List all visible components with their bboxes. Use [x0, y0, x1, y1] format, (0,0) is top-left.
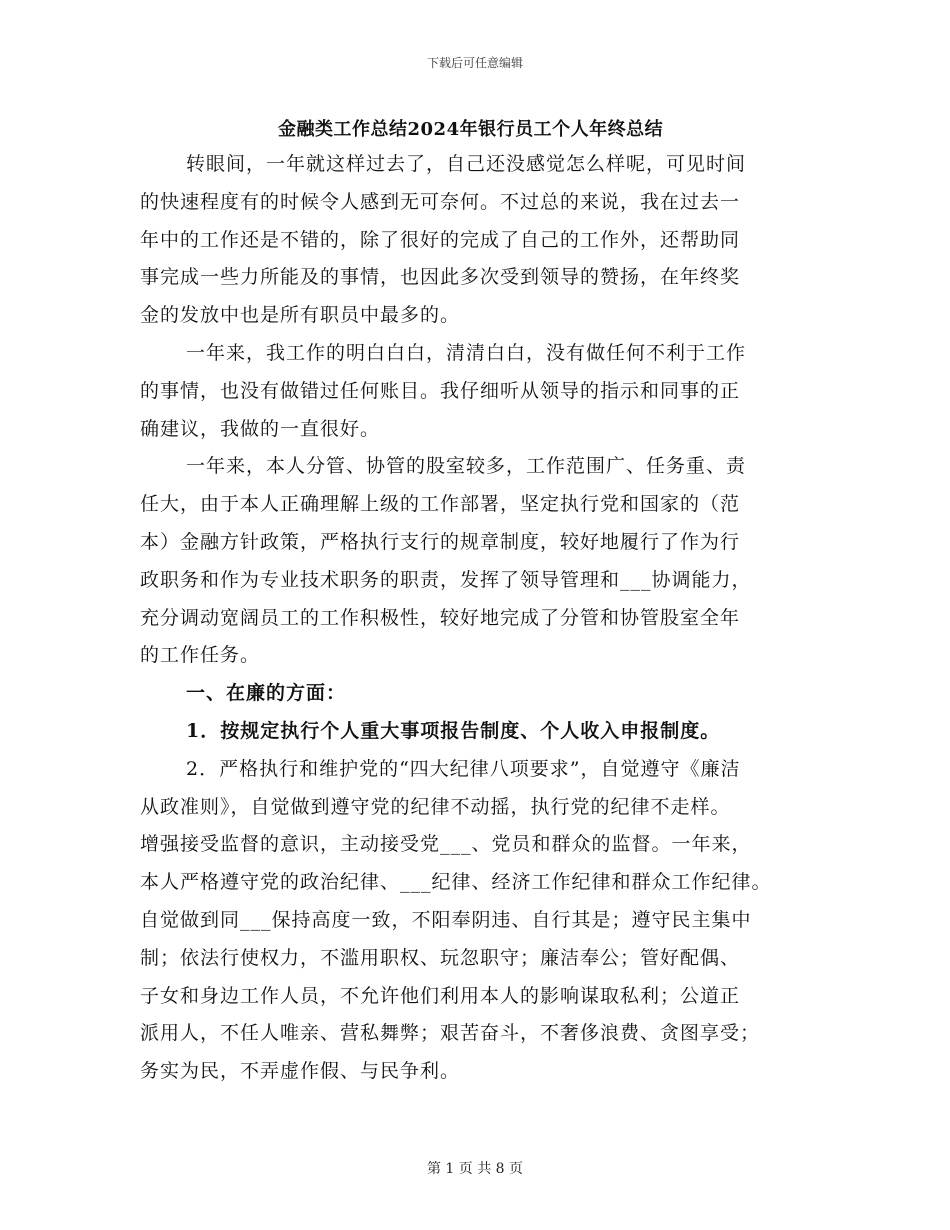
- section-heading: 一、在廉的方面：: [186, 682, 347, 705]
- document-body: [140, 146, 820, 1091]
- paragraph-line: 转眼间，一年就这样过去了，自己还没感觉怎么样呢，可见时间: [186, 153, 747, 175]
- paragraph-line: 一年来，我工作的明白白白，清清白白，没有做任何不利于工作: [186, 341, 747, 364]
- paragraph-line: 制；依法行使权力，不滥用职权、玩忽职守；廉洁奉公；管好配偶、: [140, 946, 741, 969]
- paragraph-line: 金的发放中也是所有职员中最多的。: [140, 304, 461, 327]
- paragraph-line: 事完成一些力所能及的事情，也因此多次受到领导的赞扬，在年终奖: [140, 266, 741, 289]
- document-title: 金融类工作总结2024年银行员工个人年终总结: [278, 119, 664, 140]
- paragraph-line: 的工作任务。: [140, 644, 261, 667]
- paragraph-line: 的快速程度有的时候令人感到无可奈何。不过总的来说，我在过去一: [140, 190, 741, 213]
- paragraph-line: 确建议，我做的一直很好。: [140, 417, 381, 440]
- paragraph-line: 自觉做到同___保持高度一致，不阳奉阴违、自行其是；遵守民主集中: [140, 908, 752, 931]
- paragraph-line: 任大，由于本人正确理解上级的工作部署，坚定执行党和国家的（范: [140, 493, 741, 516]
- paragraph-line: 增强接受监督的意识，主动接受党___、党员和群众的监督。一年来，: [140, 833, 752, 856]
- paragraph-line: 派用人，不任人唯亲、营私舞弊；艰苦奋斗，不奢侈浪费、贪图享受；: [140, 1022, 761, 1045]
- paragraph-line: 政职务和作为专业技术职务的职责，发挥了领导管理和___协调能力，: [140, 568, 752, 591]
- paragraph-line: 2．严格执行和维护党的“四大纪律八项要求”，自觉遵守《廉洁: [186, 757, 741, 780]
- paragraph-line: 务实为民，不弄虚作假、与民争利。: [140, 1060, 461, 1083]
- paragraph-line: 年中的工作还是不错的，除了很好的完成了自己的工作外，还帮助同: [140, 228, 741, 251]
- paragraph-line: 本人严格遵守党的政治纪律、___纪律、经济工作纪律和群众工作纪律。: [140, 871, 772, 894]
- paragraph-line: 的事情，也没有做错过任何账目。我仔细听从领导的指示和同事的正: [140, 379, 741, 402]
- paragraph-line: 本）金融方针政策，严格执行支行的规章制度，较好地履行了作为行: [140, 530, 741, 553]
- paragraph-line: 子女和身边工作人员，不允许他们利用本人的影响谋取私利；公道正: [140, 984, 741, 1007]
- paragraph-line: 从政准则》，自觉做到遵守党的纪律不动摇，执行党的纪律不走样。: [140, 795, 731, 818]
- paragraph-line: 一年来，本人分管、协管的股室较多，工作范围广、任务重、责: [186, 455, 747, 478]
- page-number: 第 1 页 共 8 页: [426, 1161, 524, 1177]
- page-header: 下载后可任意编辑: [426, 56, 523, 70]
- list-item-heading: 1．按规定执行个人重大事项报告制度、个人收入申报制度。: [186, 719, 721, 742]
- paragraph-line: 充分调动宽阔员工的工作积极性，较好地完成了分管和协管股室全年: [140, 606, 741, 629]
